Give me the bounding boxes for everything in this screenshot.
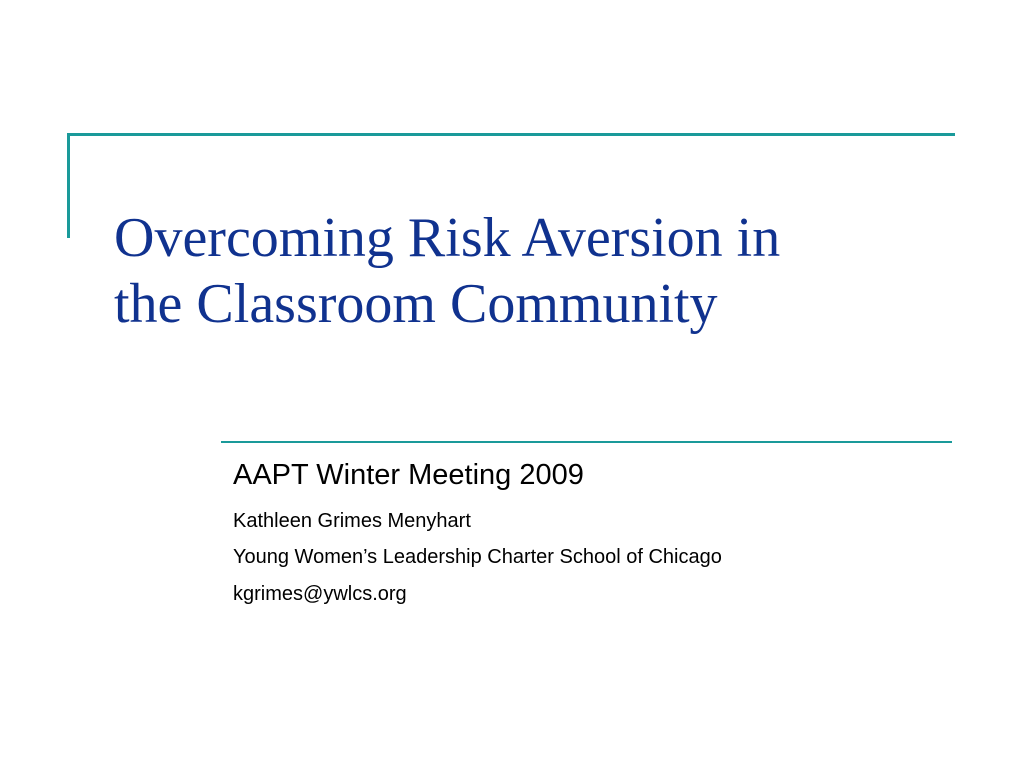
author-name: Kathleen Grimes Menyhart [233, 510, 471, 532]
title-left-rule [67, 133, 70, 238]
author-email: kgrimes@ywlcs.org [233, 583, 407, 605]
slide-title [114, 205, 994, 337]
title-line-2: the Classroom Community [114, 273, 718, 335]
subtitle-meeting: AAPT Winter Meeting 2009 [233, 459, 584, 491]
title-top-rule [67, 133, 955, 136]
title-line-1: Overcoming Risk Aversion in [114, 207, 781, 269]
subtitle-rule [221, 441, 952, 443]
author-school: Young Women’s Leadership Charter School of Chicago [233, 546, 722, 568]
